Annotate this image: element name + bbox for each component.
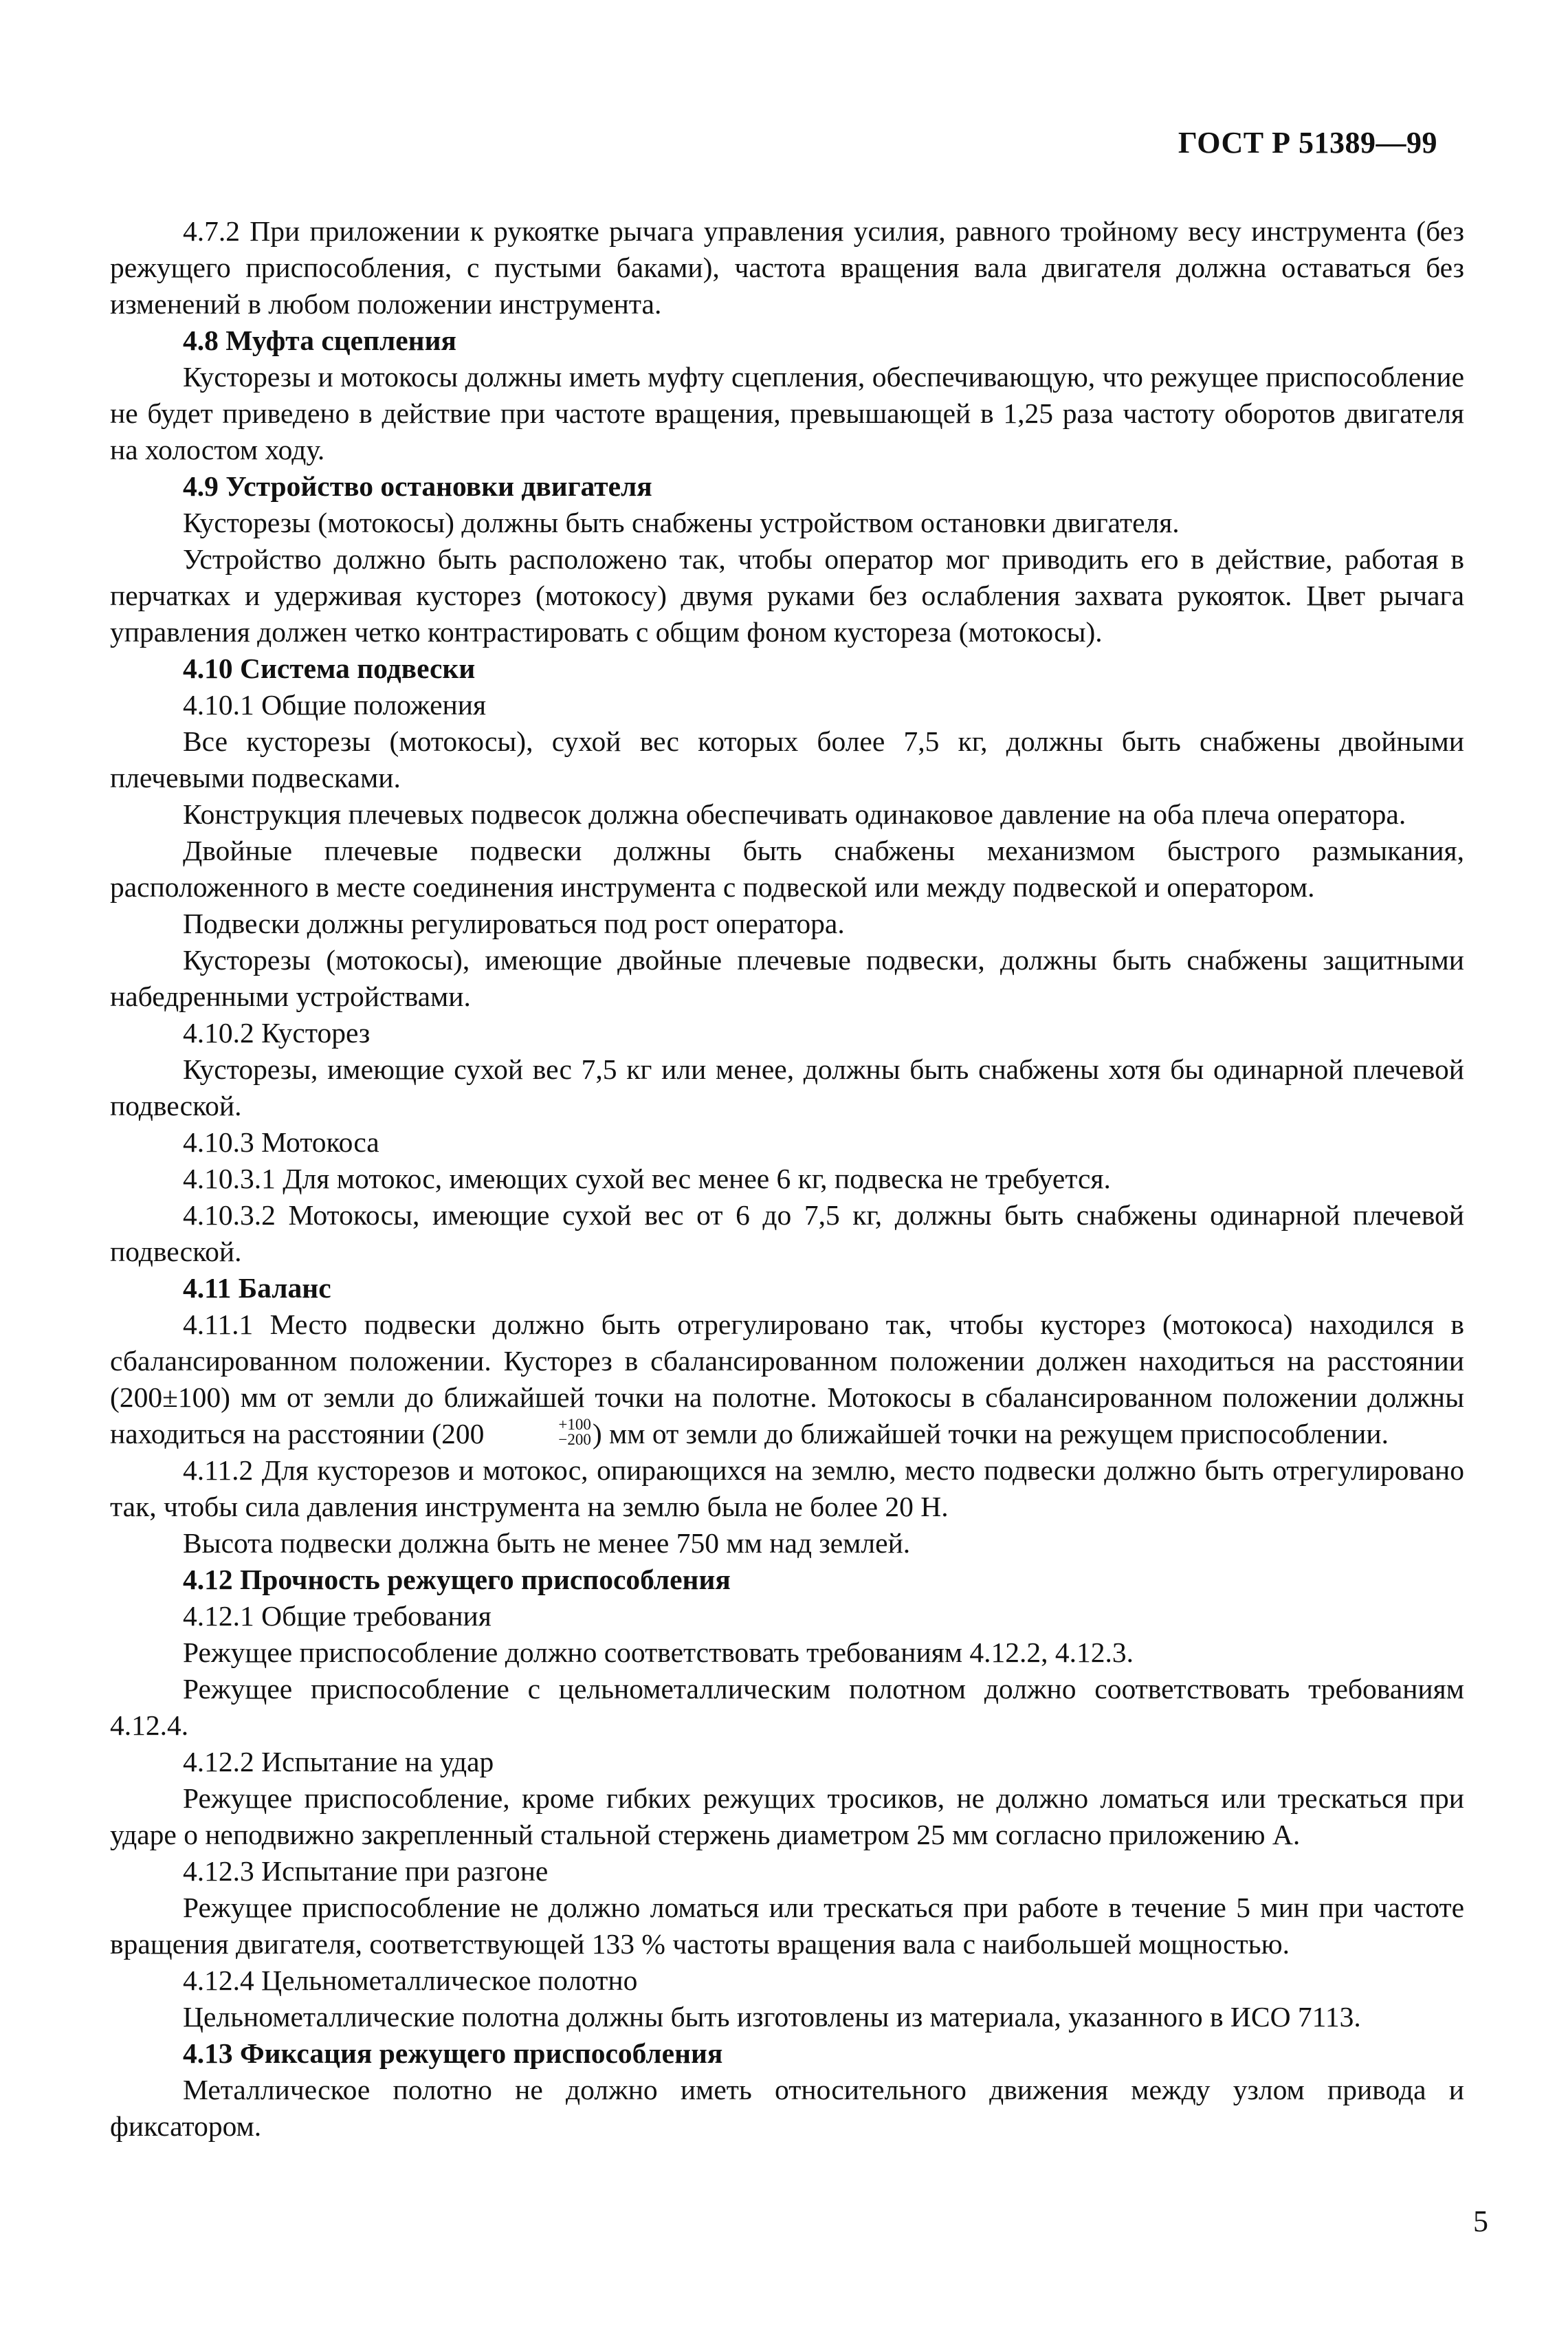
subsection-title: 4.10.2 Кусторез [183,1017,371,1049]
document-number-header: ГОСТ Р 51389—99 [1178,126,1437,160]
paragraph-text: ) мм от земли до ближайшей точки на режущем приспособлении. [592,1418,1389,1449]
paragraph: Металлическое полотно не должно иметь относительного движения между узлом привода и фиксатором. [110,2074,1464,2142]
paragraph: 4.7.2 При приложении к рукоятке рычага управления усилия, равного тройному весу инструмента (без режущего приспособления, с пустыми баками), частота вращения вала двигателя должна оставаться без изменений в любом положении инструмента. [110,215,1464,320]
section-heading: 4.8 Муфта сцепления [183,325,456,356]
paragraph: Конструкция плечевых подвесок должна обеспечивать одинаковое давление на оба плеча оператора. [183,798,1406,830]
subsection-title: 4.12.2 Испытание на удар [183,1746,494,1777]
paragraph: Двойные плечевые подвески должны быть снабжены механизмом быстрого размыкания, расположенного в месте соединения инструмента с подвеской или между подвеской и оператором. [110,835,1464,903]
subsection-title: 4.10.3 Мотокоса [183,1126,379,1158]
paragraph: Подвески должны регулироваться под рост оператора. [183,908,845,939]
tolerance-fraction [485,1417,590,1447]
section-heading: 4.9 Устройство остановки двигателя [183,470,652,502]
body-text [110,213,1464,2145]
paragraph: 4.10.3.1 Для мотокос, имеющих сухой вес менее 6 кг, подвеска не требуется. [183,1163,1111,1194]
subsection-title: 4.10.1 Общие положения [183,689,487,721]
paragraph: Кусторезы и мотокосы должны иметь муфту сцепления, обеспечивающую, что режущее приспособление не будет приведено в действие при частоте вращения, превышающей в 1,25 раза частоту оборотов двигателя на холостом ходу. [110,361,1464,466]
subsection-title: 4.12.4 Цельнометаллическое полотно [183,1965,638,1996]
section-heading: 4.12 Прочность режущего приспособления [183,1564,731,1595]
page-number: 5 [1473,2204,1488,2238]
paragraph: Все кусторезы (мотокосы), сухой вес которых более 7,5 кг, должны быть снабжены двойными плечевыми подвесками. [110,725,1464,794]
tolerance-lower: −200 [558,1431,591,1449]
paragraph-text: 4.11.1 Место подвески должно быть отрегулировано так, чтобы кусторез (мотокоса) находился в сбалансированном положении. Кусторез в сбалансированном положении должен находиться на расстоянии (200±100) мм от земли до ближайшей точки на полотне. Мотокосы в сбалансированном положении должны находиться на расстоянии (200 [110,1309,1464,1449]
paragraph: Устройство должно быть расположено так, чтобы оператор мог приводить его в действие, работая в перчатках и удерживая кусторез (мотокосу) двумя руками без ослабления захвата рукояток. Цвет рычага управления должен четко контрастировать с общим фоном кустореза (мотокосы). [110,543,1464,648]
paragraph: Кусторезы (мотокосы) должны быть снабжены устройством остановки двигателя. [183,507,1180,538]
subsection-title: 4.12.3 Испытание при разгоне [183,1855,549,1887]
paragraph: Цельнометаллические полотна должны быть изготовлены из материала, указанного в ИСО 7113. [183,2001,1361,2033]
paragraph: Режущее приспособление с цельнометаллическим полотном должно соответствовать требованиям 4.12.4. [110,1673,1464,1741]
section-heading: 4.11 Баланс [183,1272,331,1304]
paragraph: 4.10.3.2 Мотокосы, имеющие сухой вес от 6 до 7,5 кг, должны быть снабжены одинарной плечевой подвеской. [110,1199,1464,1267]
paragraph: 4.11.2 Для кусторезов и мотокос, опирающихся на землю, место подвески должно быть отрегулировано так, чтобы сила давления инструмента на землю была не более 20 Н. [110,1454,1464,1522]
paragraph: Режущее приспособление должно соответствовать требованиям 4.12.2, 4.12.3. [183,1637,1134,1668]
section-heading: 4.13 Фиксация режущего приспособления [183,2037,723,2069]
section-heading: 4.10 Система подвески [183,653,476,684]
paragraph: Кусторезы, имеющие сухой вес 7,5 кг или менее, должны быть снабжены хотя бы одинарной плечевой подвеской. [110,1053,1464,1121]
paragraph: Кусторезы (мотокосы), имеющие двойные плечевые подвески, должны быть снабжены защитными набедренными устройствами. [110,944,1464,1012]
subsection-title: 4.12.1 Общие требования [183,1600,492,1632]
paragraph-with-tolerance [110,1306,1464,1452]
tolerance-upper: +100 [558,1416,591,1434]
paragraph: Режущее приспособление не должно ломаться или трескаться при работе в течение 5 мин при частоте вращения двигателя, соответствующей 133 % частоты вращения вала с наибольшей мощностью. [110,1892,1464,1960]
paragraph: Высота подвески должна быть не менее 750 мм над землей. [183,1527,911,1559]
paragraph: Режущее приспособление, кроме гибких режущих тросиков, не должно ломаться или трескаться при ударе о неподвижно закрепленный стальной стержень диаметром 25 мм согласно приложению А. [110,1782,1464,1850]
